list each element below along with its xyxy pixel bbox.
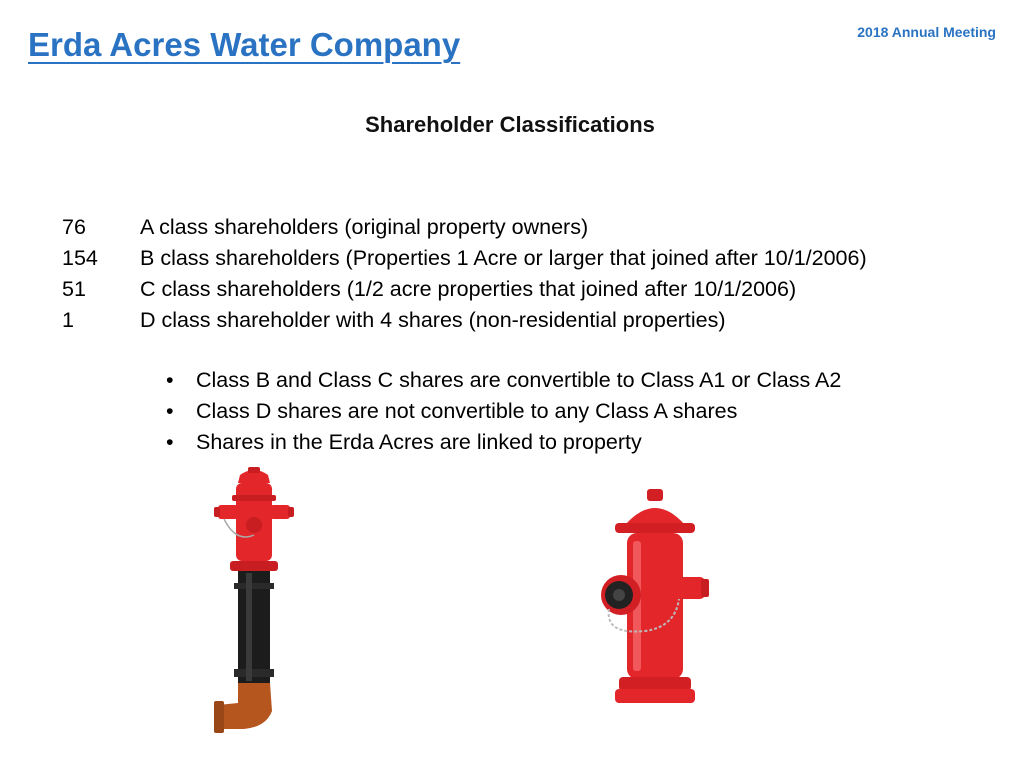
slide-subtitle: Shareholder Classifications xyxy=(365,112,655,137)
bullet-text: Shares in the Erda Acres are linked to property xyxy=(196,430,642,454)
shareholder-class-list xyxy=(62,212,867,336)
hydrant-with-pipe-image xyxy=(196,465,306,735)
class-description: A class shareholders (original property owners) xyxy=(140,215,589,239)
class-row-d xyxy=(62,305,867,336)
class-description: B class shareholders (Properties 1 Acre or larger that joined after 10/1/2006) xyxy=(140,246,867,270)
class-description: D class shareholder with 4 shares (non-residential properties) xyxy=(140,308,726,332)
class-row-a xyxy=(62,212,867,243)
class-count: 51 xyxy=(62,277,86,301)
bullet-icon: • xyxy=(166,368,174,392)
class-row-c xyxy=(62,274,867,305)
bullet-icon: • xyxy=(166,399,174,423)
meeting-label: 2018 Annual Meeting xyxy=(857,24,996,40)
class-description: C class shareholders (1/2 acre properties that joined after 10/1/2006) xyxy=(140,277,797,301)
notes-bullet-list xyxy=(166,365,841,458)
bullet-text: Class B and Class C shares are convertible to Class A1 or Class A2 xyxy=(196,368,842,392)
class-count: 154 xyxy=(62,246,98,270)
bullet-icon: • xyxy=(166,430,174,454)
class-row-b xyxy=(62,243,867,274)
fire-hydrant-image xyxy=(575,485,735,715)
bullet-item xyxy=(166,396,841,427)
class-count: 76 xyxy=(62,215,86,239)
class-count: 1 xyxy=(62,308,74,332)
bullet-text: Class D shares are not convertible to any Class A shares xyxy=(196,399,738,423)
bullet-item xyxy=(166,365,841,396)
bullet-item xyxy=(166,427,841,458)
company-title: Erda Acres Water Company xyxy=(28,26,461,63)
